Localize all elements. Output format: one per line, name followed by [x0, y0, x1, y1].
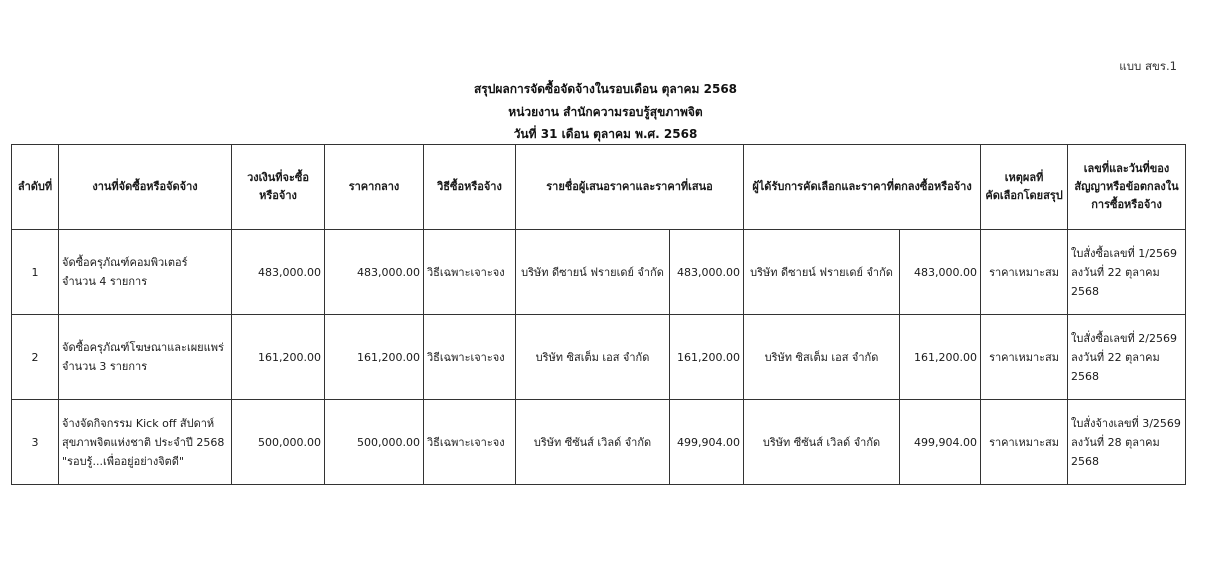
cell-budget: 161,200.00: [232, 315, 325, 400]
header-median-price: ราคากลาง: [325, 145, 424, 230]
header-reason: เหตุผลที่ คัดเลือกโดยสรุป: [981, 145, 1068, 230]
table-row: [12, 400, 1186, 485]
table-row: [12, 230, 1186, 315]
cell-bidder-name: บริษัท ซิสเต็ม เอส จำกัด: [516, 315, 670, 400]
cell-reason: ราคาเหมาะสม: [981, 315, 1068, 400]
header-bidders: รายชื่อผู้เสนอราคาและราคาที่เสนอ: [516, 145, 744, 230]
table-row: [12, 315, 1186, 400]
cell-winner-name: บริษัท ซิสเต็ม เอส จำกัด: [744, 315, 900, 400]
cell-method: วิธีเฉพาะเจาะจง: [424, 230, 516, 315]
cell-budget: 500,000.00: [232, 400, 325, 485]
cell-seq: 1: [12, 230, 59, 315]
cell-contract: ใบสั่งจ้างเลขที่ 3/2569 ลงวันที่ 28 ตุลาคม 2568: [1068, 400, 1186, 485]
cell-winner-price: 483,000.00: [900, 230, 981, 315]
table-header-row: [12, 145, 1186, 230]
cell-contract: ใบสั่งซื้อเลขที่ 1/2569 ลงวันที่ 22 ตุลาคม 2568: [1068, 230, 1186, 315]
cell-contract: ใบสั่งซื้อเลขที่ 2/2569 ลงวันที่ 22 ตุลาคม 2568: [1068, 315, 1186, 400]
cell-seq: 2: [12, 315, 59, 400]
header-contract: เลขที่และวันที่ของ สัญญาหรือข้อตกลงใน การซื้อหรือจ้าง: [1068, 145, 1186, 230]
cell-bidder-price: 499,904.00: [670, 400, 744, 485]
report-title: สรุปผลการจัดซื้อจัดจ้างในรอบเดือน ตุลาคม 2568: [473, 82, 738, 96]
cell-median-price: 500,000.00: [325, 400, 424, 485]
cell-bidder-price: 161,200.00: [670, 315, 744, 400]
report-date: วันที่ 31 เดือน ตุลาคม พ.ศ. 2568: [513, 127, 698, 141]
header-budget: วงเงินที่จะซื้อ หรือจ้าง: [232, 145, 325, 230]
form-code: แบบ สขร.1: [1119, 59, 1177, 73]
header-seq: ลำดับที่: [12, 145, 59, 230]
cell-item: จัดซื้อครุภัณฑ์คอมพิวเตอร์ จำนวน 4 รายการ: [59, 230, 232, 315]
cell-median-price: 161,200.00: [325, 315, 424, 400]
header-winner: ผู้ได้รับการคัดเลือกและราคาที่ตกลงซื้อหรือจ้าง: [744, 145, 981, 230]
cell-seq: 3: [12, 400, 59, 485]
cell-winner-price: 161,200.00: [900, 315, 981, 400]
cell-bidder-name: บริษัท ซีซันส์ เวิลด์ จำกัด: [516, 400, 670, 485]
cell-method: วิธีเฉพาะเจาะจง: [424, 315, 516, 400]
cell-median-price: 483,000.00: [325, 230, 424, 315]
procurement-table: [11, 144, 1186, 485]
cell-method: วิธีเฉพาะเจาะจง: [424, 400, 516, 485]
cell-budget: 483,000.00: [232, 230, 325, 315]
cell-winner-price: 499,904.00: [900, 400, 981, 485]
report-agency: หน่วยงาน สำนักความรอบรู้สุขภาพจิต: [508, 105, 703, 119]
cell-winner-name: บริษัท ซีซันส์ เวิลด์ จำกัด: [744, 400, 900, 485]
cell-item: จัดซื้อครุภัณฑ์โฆษณาและเผยแพร่ จำนวน 3 รายการ: [59, 315, 232, 400]
cell-winner-name: บริษัท ดีซายน์ ฟรายเดย์ จำกัด: [744, 230, 900, 315]
cell-bidder-price: 483,000.00: [670, 230, 744, 315]
cell-reason: ราคาเหมาะสม: [981, 400, 1068, 485]
cell-item: จ้างจัดกิจกรรม Kick off สัปดาห์ สุขภาพจิตแห่งชาติ ประจำปี 2568 "รอบรู้...เพื่ออยู่อย่างจิตดี": [59, 400, 232, 485]
cell-reason: ราคาเหมาะสม: [981, 230, 1068, 315]
header-method: วิธีซื้อหรือจ้าง: [424, 145, 516, 230]
header-item: งานที่จัดซื้อหรือจัดจ้าง: [59, 145, 232, 230]
cell-bidder-name: บริษัท ดีซายน์ ฟรายเดย์ จำกัด: [516, 230, 670, 315]
